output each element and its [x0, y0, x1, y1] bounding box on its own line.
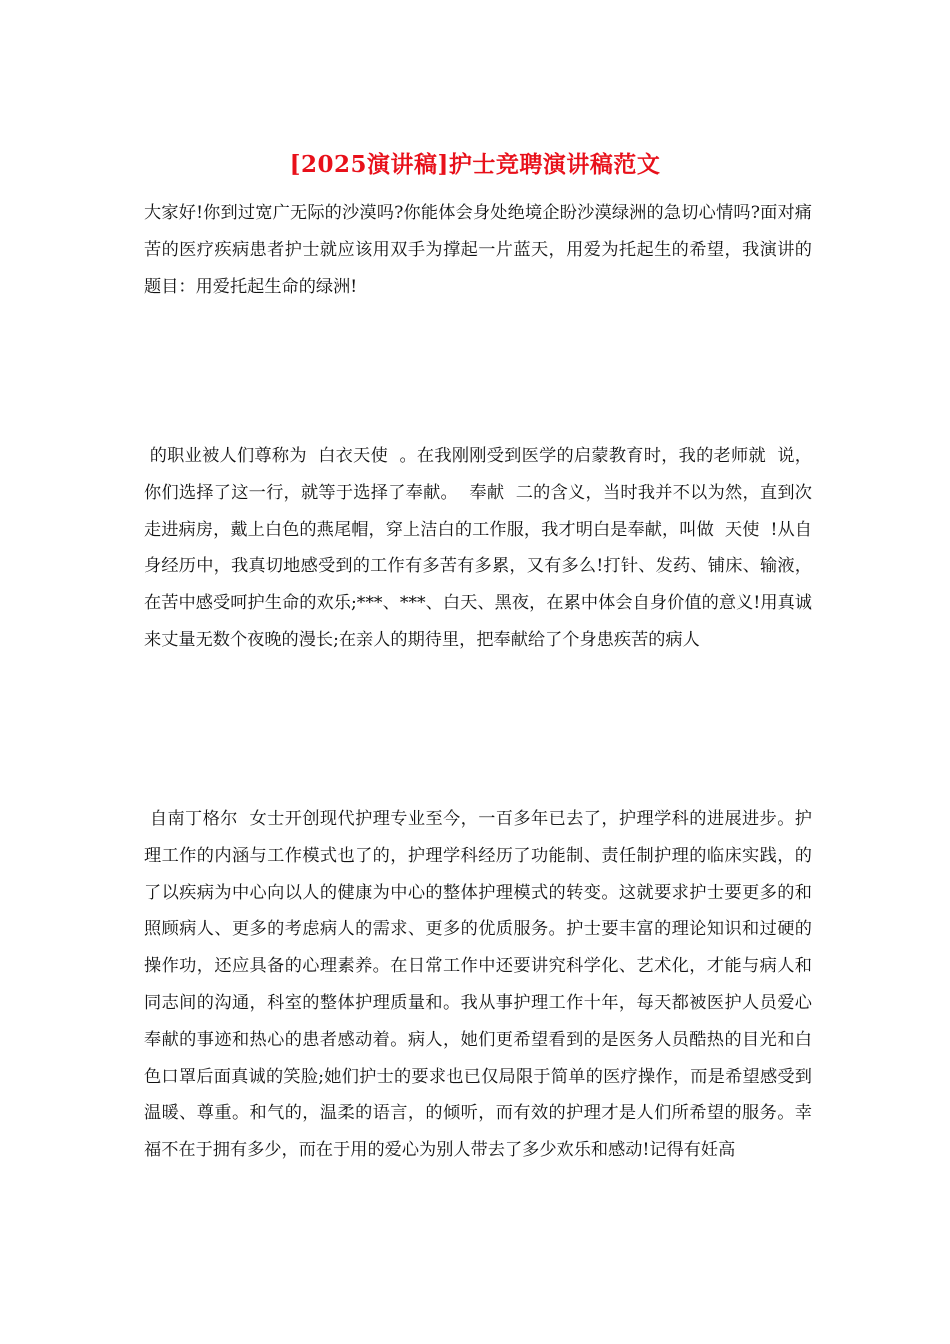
paragraph-angel: 的职业被人们尊称为 白衣天使 。在我刚刚受到医学的启蒙教育时，我的老师就 说，你们选择了这一行，就等于选择了奉献。 奉献 二的含义，当时我并不以为然，直到次走进病房，戴上白色的燕尾帽，穿上洁白的工作服，我才明白是奉献，叫做 天使 !从自身经历中，我真切地感受到的工作有多苦有多累，又有多么!打针、发药、铺床、输液，在苦中感受呵护生命的欢乐;***、***、白天、黑夜，在累中体会自身价值的意义!用真诚来丈量无数个夜晚的漫长;在亲人的期待里，把奉献给了个身患疾苦的病人: [144, 446, 812, 650]
document-title: [2025演讲稿]护士竞聘演讲稿范文: [289, 151, 661, 178]
paragraph-nightingale: 自南丁格尔 女士开创现代护理专业至今，一百多年已去了，护理学科的进展进步。护理工作的内涵与工作模式也了的，护理学科经历了功能制、责任制护理的临床实践，的了以疾病为中心向以人的健康为中心的整体护理模式的转变。这就要求护士要更多的和照顾病人、更多的考虑病人的需求、更多的优质服务。护士要丰富的理论知识和过硬的操作功，还应具备的心理素养。在日常工作中还要讲究科学化、艺术化，才能与病人和同志间的沟通，科室的整体护理质量和。我从事护理工作十年，每天都被医护人员爱心奉献的事迹和热心的患者感动着。病人，她们更希望看到的是医务人员酷热的目光和白色口罩后面真诚的笑脸;她们护士的要求也已仅局限于简单的医疗操作，而是希望感受到温暖、尊重。和气的，温柔的语言，的倾听，而有效的护理才是人们所希望的服务。幸福不在于拥有多少，而在于用的爱心为别人带去了多少欢乐和感动!记得有妊高: [144, 809, 812, 1161]
paragraph-intro: 大家好!你到过宽广无际的沙漠吗?你能体会身处绝境企盼沙漠绿洲的急切心情吗?面对痛苦的医疗疾病患者护士就应该用双手为撑起一片蓝天，用爱为托起生的希望，我演讲的题目：用爱托起生命的绿洲!: [144, 203, 812, 297]
